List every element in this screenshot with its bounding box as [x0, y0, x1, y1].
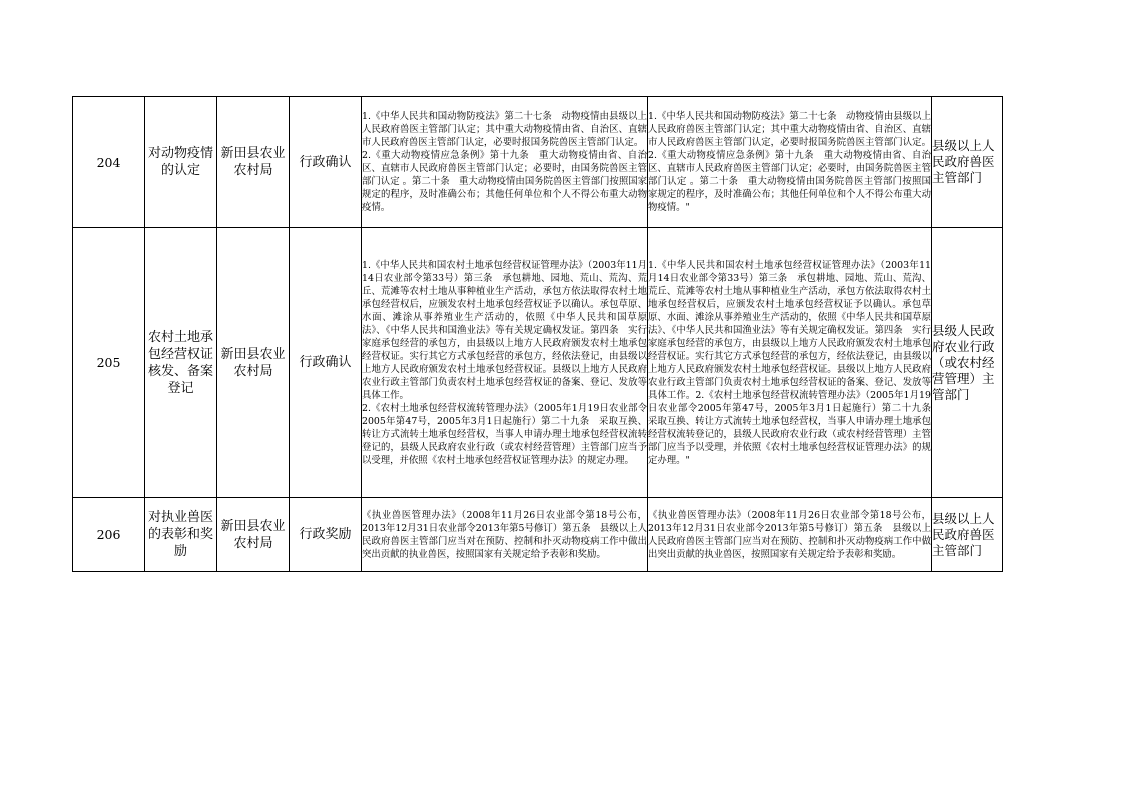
item-name: 农村土地承包经营权证核发、备案登记 [145, 228, 217, 498]
item-name: 对执业兽医的表彰和奖励 [145, 498, 217, 572]
legal-basis-copy-text: 1.《中华人民共和国农村土地承包经营权证管理办法》（2003年11月14日农业部令第33号）第三条 承包耕地、园地、荒山、荒沟、荒丘、荒滩等农村土地从事种植业生产活动，承包方依法取得农村土地承包经营权后，应颁发农村土地承包经营权证予以确认。承包草原、水面、滩涂从事养殖业生产活动的，依照《中华人民共和国草原法》、《中华人民共和国渔业法》等有关规定确权发证。第四条 实行家庭承包经营的承包方，由县级以上地方人民政府颁发农村土地承包经营权证。实行其它方式承包经营的承包方，经依法登记，由县级以上地方人民政府颁发农村土地承包经营权证。县级以上地方人民政府农业行政主管部门负责农村土地承包经营权证的备案、登记、发放等具体工作。2.《农村土地承包经营权流转管理办法》（2005年1月19日农业部令2005年第47号，2005年3月1日起施行）第二十九条 采取互换、转让方式流转土地承包经营权，当事人申请办理土地承包经营权流转登记的，县级人民政府农业行政（或农村经营管理）主管部门应当予以受理，并依照《农村土地承包经营权证管理办法》的规定办理。" [648, 259, 941, 466]
legal-basis-text: 《执业兽医管理办法》（2008年11月26日农业部令第18号公布，2013年12月31日农业部令2013年第5号修订）第五条 县级以上人民政府兽医主管部门应当对在预防、控制和扑灭动物疫病工作中做出突出贡献的执业兽医，按照国家有关规定给予表彰和奖励。 [362, 509, 647, 560]
legal-basis [362, 498, 648, 572]
legal-basis-text: 1.《中华人民共和国农村土地承包经营权证管理办法》（2003年11月14日农业部令第33号）第三条 承包耕地、园地、荒山、荒沟、荒丘、荒滩等农村土地从事种植业生产活动，承包方依法取得农村土地承包经营权后，应颁发农村土地承包经营权证予以确认。承包草原、水面、滩涂从事养殖业生产活动的，依照《中华人民共和国草原法》、《中华人民共和国渔业法》等有关规定确权发证。第四条 实行家庭承包经营的承包方，由县级以上地方人民政府颁发农村土地承包经营权证。实行其它方式承包经营的承包方，经依法登记，由县级以上地方人民政府颁发农村土地承包经营权证。县级以上地方人民政府农业行政主管部门负责农村土地承包经营权证的备案、登记、发放等具体工作。 2.《农村土地承包经营权流转管理办法》（2005年1月19日农业部令2005年第47号，2005年3月1日起施行）第二十九条 采取互换、转让方式流转土地承包经营权，当事人申请办理土地承包经营权流转登记的，县级人民政府农业行政（或农村经营管理）主管部门应当予以受理，并依照《农村土地承包经营权证管理办法》的规定办理。 [362, 259, 647, 466]
row-number: 206 [73, 498, 145, 572]
implementing-authority: 县级人民政府农业行政（或农村经营管理）主管部门 [932, 228, 1003, 498]
power-list-table [72, 96, 1003, 572]
table-row [73, 498, 1003, 572]
legal-basis-copy-text: 《执业兽医管理办法》（2008年11月26日农业部令第18号公布，2013年12月31日农业部令2013年第5号修订）第五条 县级以上人民政府兽医主管部门应当对在预防、控制和扑灭动物疫病工作中做出突出贡献的执业兽医，按照国家有关规定给予表彰和奖励。 [648, 509, 931, 560]
power-type: 行政确认 [290, 97, 362, 228]
department: 新田县农业农村局 [217, 498, 290, 572]
legal-basis-text: 1.《中华人民共和国动物防疫法》第二十七条 动物疫情由县级以上人民政府兽医主管部门认定；其中重大动物疫情由省、自治区、直辖市人民政府兽医主管部门认定，必要时报国务院兽医主管部门认定。 2.《重大动物疫情应急条例》第十九条 重大动物疫情由省、自治区、直辖市人民政府兽医主管部门认定；必要时，由国务院兽医主管部门认定 。第二十条 重大动物疫情由国务院兽医主管部门按照国家规定的程序，及时准确公布；其他任何单位和个人不得公布重大动物疫情。 [362, 111, 647, 213]
legal-basis-copy-text: 1.《中华人民共和国动物防疫法》第二十七条 动物疫情由县级以上人民政府兽医主管部门认定；其中重大动物疫情由省、自治区、直辖市人民政府兽医主管部门认定，必要时报国务院兽医主管部门认定。2.《重大动物疫情应急条例》第十九条 重大动物疫情由省、自治区、直辖市人民政府兽医主管部门认定；必要时，由国务院兽医主管部门认定 。第二十条 重大动物疫情由国务院兽医主管部门按照国家规定的程序，及时准确公布；其他任何单位和个人不得公布重大动物疫情。" [648, 111, 931, 213]
power-type: 行政确认 [290, 228, 362, 498]
power-type: 行政奖励 [290, 498, 362, 572]
legal-basis [362, 97, 648, 228]
item-name: 对动物疫情的认定 [145, 97, 217, 228]
legal-basis [362, 228, 648, 498]
legal-basis-copy [648, 498, 932, 572]
legal-basis-copy [648, 228, 941, 498]
row-number: 205 [73, 228, 145, 498]
department: 新田县农业农村局 [217, 97, 290, 228]
legal-basis-copy [648, 97, 932, 228]
table-row [73, 228, 1003, 498]
row-number: 204 [73, 97, 145, 228]
implementing-authority: 县级以上人民政府兽医主管部门 [932, 498, 1003, 572]
implementing-authority: 县级以上人民政府兽医主管部门 [932, 97, 1003, 228]
department: 新田县农业农村局 [217, 228, 290, 498]
table-row [73, 97, 1003, 228]
